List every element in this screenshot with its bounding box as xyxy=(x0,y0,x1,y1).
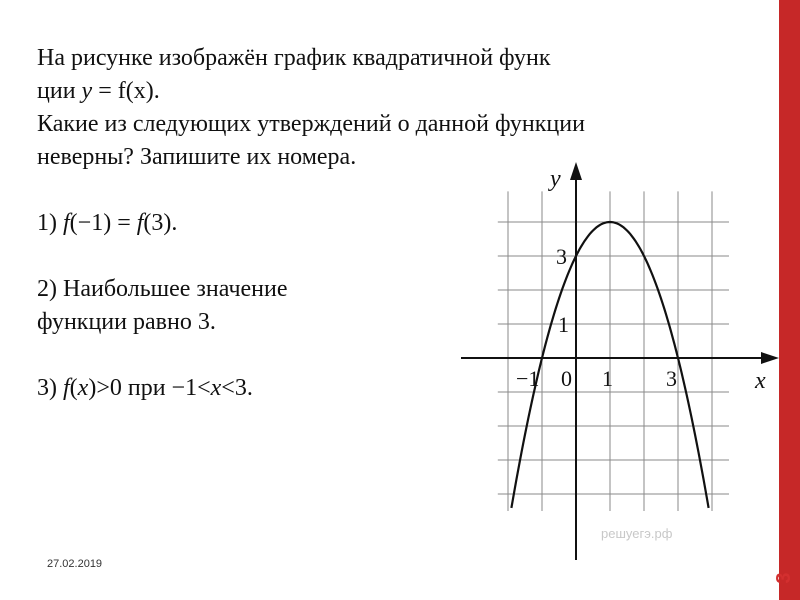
tick-label-three-y: 3 xyxy=(556,244,567,269)
watermark: решуегэ.рф xyxy=(601,526,673,541)
task-line-3: Какие из следующих утверждений о данной функции xyxy=(37,111,585,137)
tick-label-zero: 0 xyxy=(561,366,572,391)
task-line-4: неверны? Запишите их номера. xyxy=(37,144,357,170)
statement-2: 2) Наибольшее значение функции равно 3. xyxy=(37,276,288,335)
grid xyxy=(498,191,729,511)
function-graph xyxy=(461,160,781,560)
tick-label-minus-one: −1 xyxy=(516,366,540,391)
y-axis-label: y xyxy=(550,166,561,192)
statement-1: 1) f(−1) = f(3). xyxy=(37,210,178,236)
accent-bar xyxy=(779,0,800,600)
tick-label-one-x: 1 xyxy=(602,366,613,391)
task-line-1: На рисунке изображён график квадратичной функ xyxy=(37,45,551,71)
statement-3: 3) f(x)>0 при −1<x<3. xyxy=(37,375,253,401)
y-axis-arrow xyxy=(570,162,582,180)
x-axis-arrow xyxy=(761,352,779,364)
tick-label-one-y: 1 xyxy=(558,312,569,337)
slide-number: 3 xyxy=(773,572,795,584)
slide-date: 27.02.2019 xyxy=(47,558,103,570)
x-axis-label: x xyxy=(755,368,766,394)
tick-label-three-x: 3 xyxy=(666,366,677,391)
task-line-2: ции y = f(x). xyxy=(37,78,160,104)
